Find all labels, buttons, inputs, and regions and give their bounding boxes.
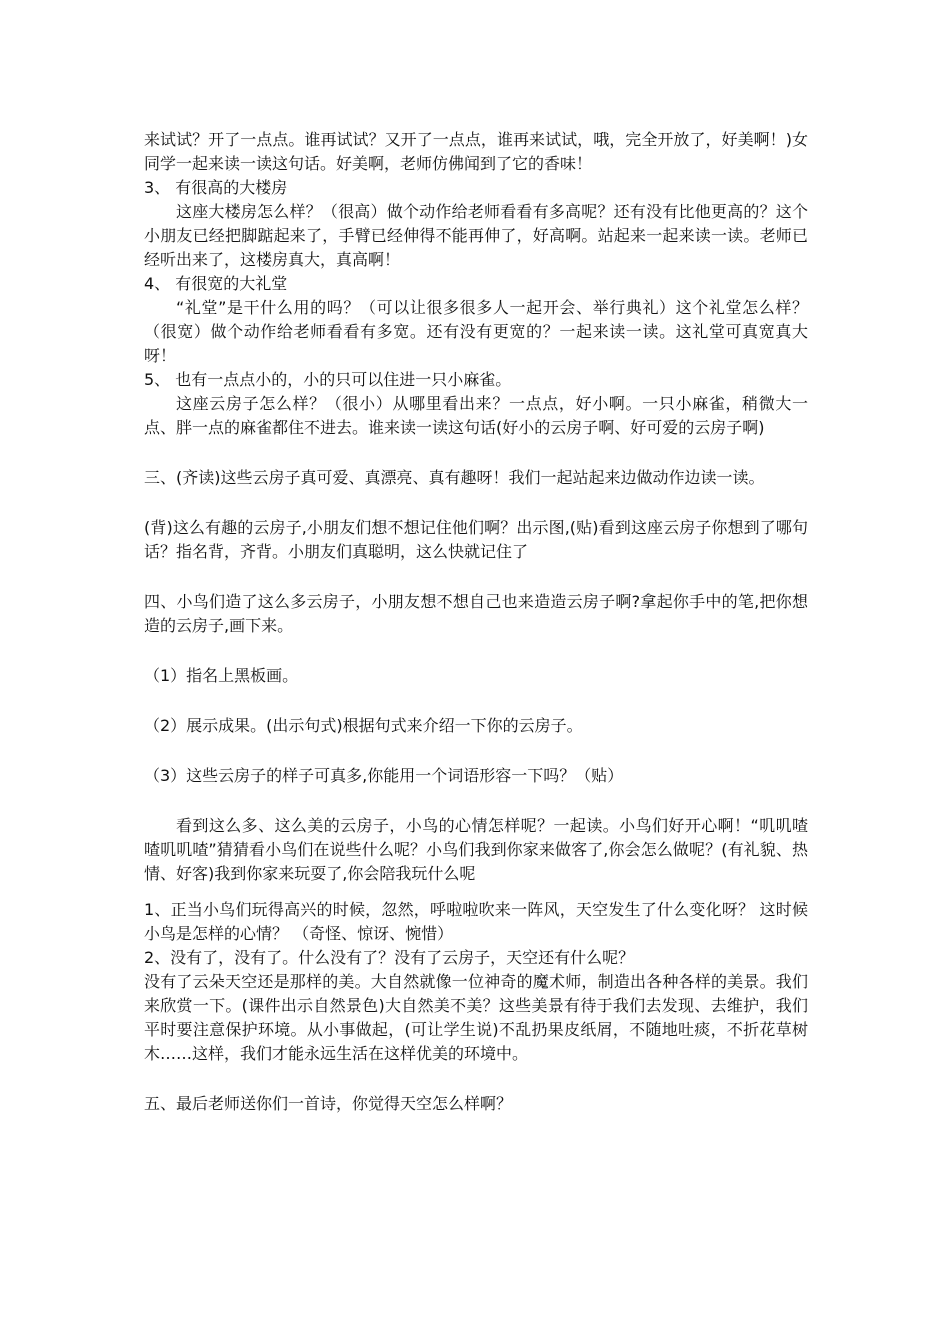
section-five: 五、最后老师送你们一首诗，你觉得天空怎么样啊？ <box>144 1094 513 1113</box>
document-body <box>144 128 808 1116</box>
paragraph-tall-building: 这座大楼房怎么样？（很高）做个动作给老师看看有多高呢？还有没有比他更高的？这个小朋友已经把脚踮起来了，手臂已经伸得不能再伸了，好高啊。站起来一起来读一读。老师已经听出来了，这楼房真大，真高啊！ <box>144 202 808 269</box>
section-three: 三、(齐读)这些云房子真可爱、真漂亮、真有趣呀！我们一起站起来边做动作边读一读。 <box>144 468 765 487</box>
paragraph-bird-mood: 看到这么多、这么美的云房子，小鸟的心情怎样呢？一起读。小鸟们好开心啊！“叽叽喳喳叽叽喳”猜猜看小鸟们在说些什么呢？小鸟们我到你家来做客了,你会怎么做呢？(有礼貌、热情、好客)我到你家来玩耍了,你会陪我玩什么呢 <box>144 816 808 883</box>
paragraph-nature: 没有了云朵天空还是那样的美。大自然就像一位神奇的魔术师，制造出各种各样的美景。我们来欣赏一下。(课件出示自然景色)大自然美不美？这些美景有待于我们去发现、去维护，我们平时要注意保护环境。从小事做起，(可让学生说)不乱扔果皮纸屑，不随地吐痰，不折花草树木……这样，我们才能永远生活在这样优美的环境中。 <box>144 972 808 1063</box>
paragraph-flower-reading: 来试试？开了一点点。谁再试试？又开了一点点，谁再来试试，哦，完全开放了，好美啊！)女同学一起来读一读这句话。好美啊，老师仿佛闻到了它的香味！ <box>144 130 808 173</box>
item-wide-hall: 4、 有很宽的大礼堂 <box>144 274 288 293</box>
paragraph-wide-hall: “礼堂”是干什么用的吗？（可以让很多很多人一起开会、举行典礼）这个礼堂怎么样？（很宽）做个动作给老师看看有多宽。还有没有更宽的？一起来读一读。这礼堂可真宽真大呀！ <box>144 298 808 365</box>
step-one: （1）指名上黑板画。 <box>144 666 299 685</box>
paragraph-small-house: 这座云房子怎么样？（很小）从哪里看出来？一点点，好小啊。一只小麻雀，稍微大一点、胖一点的麻雀都住不进去。谁来读一读这句话(好小的云房子啊、好可爱的云房子啊) <box>144 394 808 437</box>
point-no-house: 2、没有了，没有了。什么没有了？没有了云房子，天空还有什么呢？ <box>144 948 635 967</box>
step-two: （2）展示成果。(出示句式)根据句式来介绍一下你的云房子。 <box>144 716 583 735</box>
step-three: （3）这些云房子的样子可真多,你能用一个词语形容一下吗？（贴） <box>144 766 624 785</box>
item-tall-building: 3、 有很高的大楼房 <box>144 178 288 197</box>
point-wind: 1、正当小鸟们玩得高兴的时候，忽然，呼啦啦吹来一阵风，天空发生了什么变化呀？ 这时候小鸟是怎样的心情？ （奇怪、惊讶、惋惜） <box>144 900 808 943</box>
item-small-house: 5、 也有一点点小的，小的只可以住进一只小麻雀。 <box>144 370 512 389</box>
section-four: 四、小鸟们造了这么多云房子，小朋友想不想自己也来造造云房子啊?拿起你手中的笔,把你想造的云房子,画下来。 <box>144 592 808 635</box>
paragraph-recite: (背)这么有趣的云房子,小朋友们想不想记住他们啊？出示图,(贴)看到这座云房子你想到了哪句话？指名背，齐背。小朋友们真聪明，这么快就记住了 <box>144 518 808 561</box>
